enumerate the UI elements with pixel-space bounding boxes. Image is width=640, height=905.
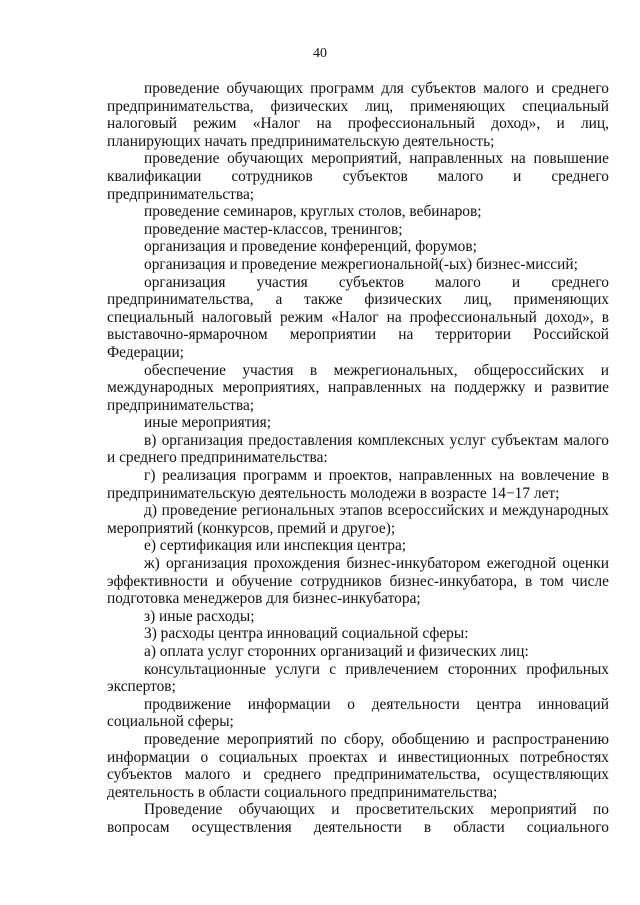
document-body [107,80,609,837]
paragraph-exhibition-participation: организация участия субъектов малого и среднего предпринимательства, а также физических лиц, применяющих специальный налоговый режим «Налог на профессиональный доход», в выставочно-ярмарочном мероприятии на территории Российской Федерации; [107,273,609,361]
paragraph-item-d: д) проведение региональных этапов всероссийских и международных мероприятий (конкурсов, премий и другое); [107,502,609,537]
page-number: 40 [313,46,327,61]
paragraph-item-a: а) оплата услуг сторонних организаций и физических лиц: [144,643,529,660]
paragraph-training-events: проведение обучающих мероприятий, направленных на повышение квалификации сотрудников субъектов малого и среднего предпринимательства; [107,150,609,203]
paragraph-promotion: продвижение информации о деятельности центра инноваций социальной сферы; [107,695,609,731]
paragraph-event-participation: обеспечение участия в межрегиональных, общероссийских и международных мероприятиях, направленных на поддержку и развитие предпринимательства; [107,361,609,414]
paragraph-master-classes: проведение мастер-классов, тренингов; [144,220,403,238]
paragraph-business-missions: организация и проведение межрегиональной(-ых) бизнес-миссий; [144,255,578,273]
paragraph-training-programs: проведение обучающих программ для субъектов малого и среднего предпринимательства, физических лиц, применяющих специальный налоговый режим «Налог на профессиональный доход», и лиц, планирующих начать предпринимательскую деятельность; [107,80,609,150]
paragraph-conferences: организация и проведение конференций, форумов; [144,238,477,256]
paragraph-item-g: г) реализация программ и проектов, направленных на вовлечение в предпринимательскую деятельность молодежи в возрасте 14−17 лет; [107,467,609,502]
paragraph-educational-events: Проведение обучающих и просветительских мероприятий по вопросам осуществления деятельности в области социального [107,801,609,836]
paragraph-item-e: е) сертификация или инспекция центра; [144,537,407,555]
paragraph-item-v: в) организация предоставления комплексных услуг субъектам малого и среднего предпринимательства: [107,431,609,467]
section-heading-innovation-center: 3) расходы центра инноваций социальной сферы: [144,625,469,643]
paragraph-information-collection: проведение мероприятий по сбору, обобщению и распространению информации о социальных проектах и инвестиционных потребностях субъектов малого и среднего предпринимательства, осуществляющих деятельность в области социального предпринимательства; [107,730,609,801]
paragraph-other-events: иные мероприятия; [144,414,272,432]
paragraph-consulting: консультационные услуги с привлечением сторонних профильных экспертов; [107,660,609,696]
paragraph-item-z: з) иные расходы; [144,607,255,625]
paragraph-seminars: проведение семинаров, круглых столов, вебинаров; [144,203,482,221]
paragraph-item-zh: ж) организация прохождения бизнес-инкубатором ежегодной оценки эффективности и обучение сотрудников бизнес-инкубатора, в том числе подготовка менеджеров для бизнес-инкубатора; [107,555,609,608]
